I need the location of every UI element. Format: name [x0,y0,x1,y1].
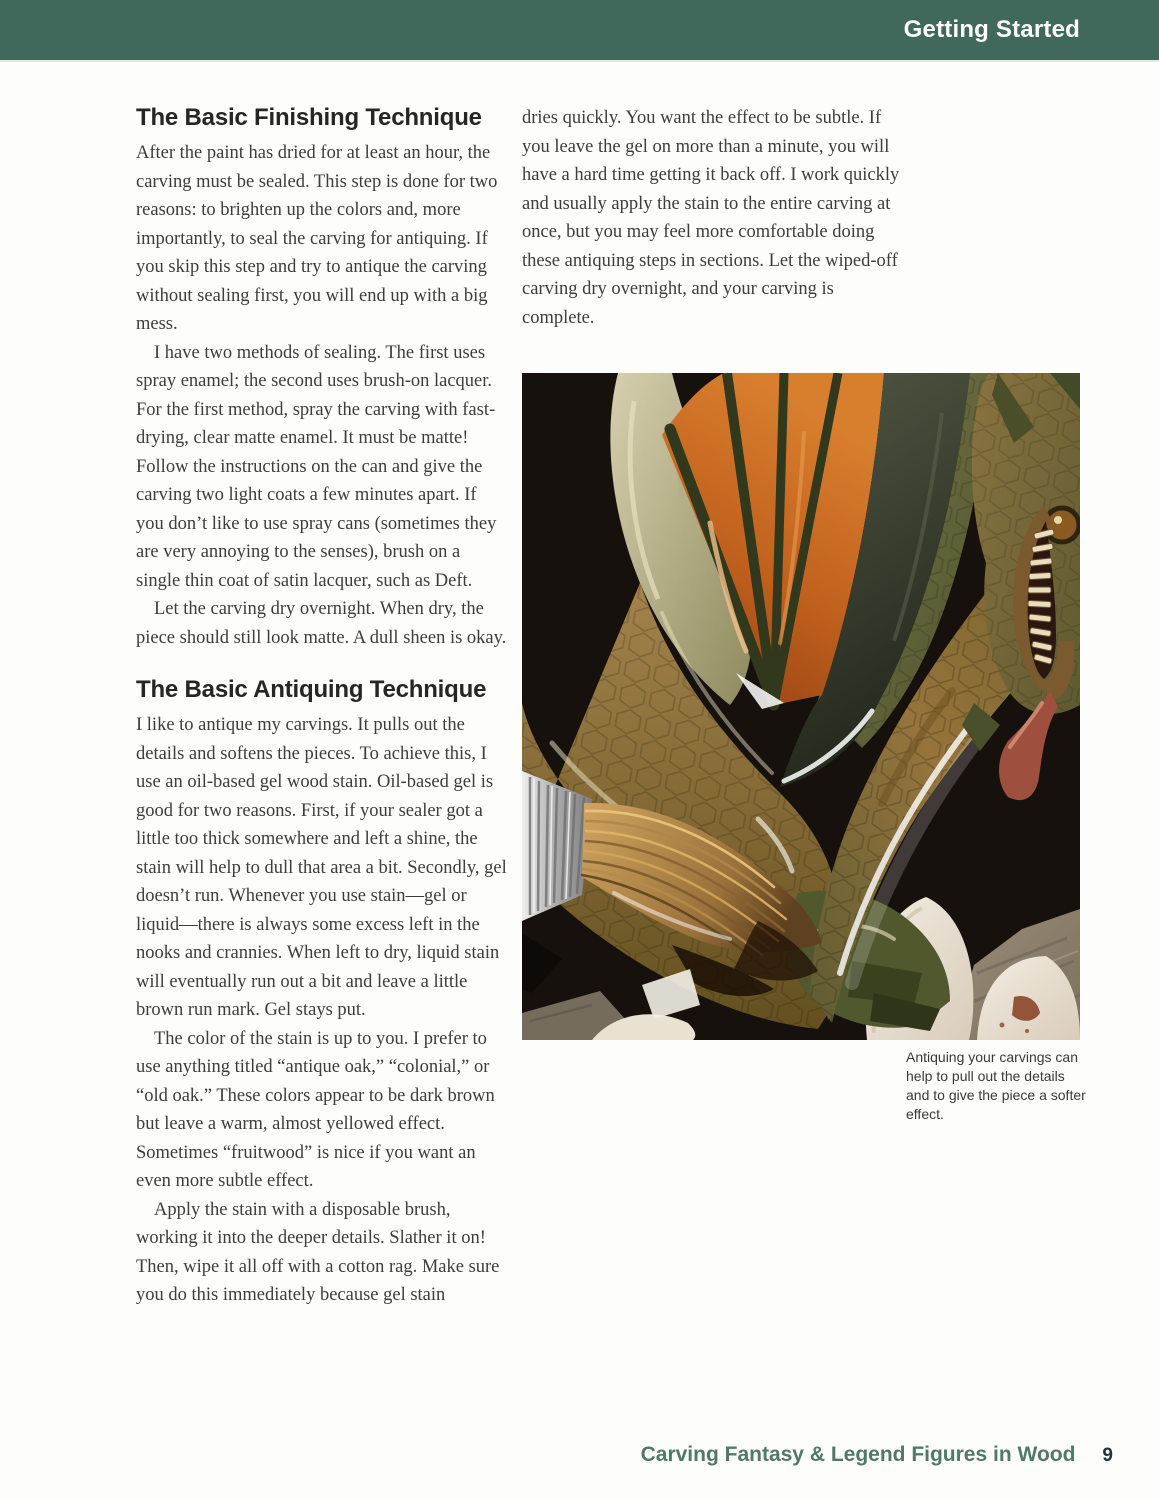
paragraph: Apply the stain with a disposable brush, working it into the deeper details. Slather it on! Then, wipe it all off with a cotton rag. Make sure you do this immediately because gel stain [136,1199,500,1305]
chapter-title: Getting Started [903,16,1080,43]
paragraph: The color of the stain is up to you. I prefer to use anything titled “antique oak,” “colonial,” or “old oak.” These colors appear to be dark brown but leave a warm, almost yellowed effect. Sometimes “fruitwood” is nice if you want an even more subtle effect. [136,1028,495,1191]
photo-caption: Antiquing your carvings can help to pull out the details and to give the piece a softer effect. [906,1049,1086,1122]
paragraph: After the paint has dried for at least an hour, the carving must be sealed. This step is done for two reasons: to brighten up the colors and, more importantly, to seal the carving for antiquing. If you skip this step and try to antique the carving without sealing first, you will end up with a big mess. [136,143,498,334]
section-finishing [136,104,508,652]
carving-photo [522,373,1080,1040]
paragraph: I like to antique my carvings. It pulls out the details and softens the pieces. To achieve this, I use an oil-based gel wood stain. Oil-based gel is good for two reasons. First, if your sealer got a little too thick somewhere and left a shine, the stain will help to dull that area a bit. Secondly, gel doesn’t run. Whenever you use stain—gel or liquid—there is always some excess left in the nooks and crannies. When left to dry, liquid stain will eventually run out a bit and leave a little brown run mark. Gel stays put. [136,715,507,1020]
left-column [136,104,508,1310]
page-footer [0,1443,1113,1467]
section-heading: The Basic Finishing Technique [136,104,482,131]
section-antiquing [136,676,508,1310]
paragraph: dries quickly. You want the effect to be subtle. If you leave the gel on more than a minute, you will have a hard time getting it back off. I work quickly and usually apply the stain to the entire carving at once, but you may feel more comfortable doing these antiquing steps in sections. Let the wiped-off carving dry overnight, and your carving is complete. [522,108,900,328]
paragraph: I have two methods of sealing. The first uses spray enamel; the second uses brush-on lacquer. For the first method, spray the carving with fast-drying, clear matte enamel. It must be matte! Follow the instructions on the can and give the carving two light coats a few minutes apart. If you don’t like to use spray cans (sometimes they are very annoying to the senses), brush on a single thin coat of satin lacquer, such as Deft. [136,342,497,591]
paragraph: Let the carving dry overnight. When dry, the piece should still look matte. A dull sheen is okay. [136,599,507,648]
section-heading: The Basic Antiquing Technique [136,676,487,703]
right-column [522,104,906,332]
footer-page-number: 9 [1102,1445,1113,1466]
chapter-header-bar [0,0,1159,62]
footer-book-title: Carving Fantasy & Legend Figures in Wood [640,1443,1076,1466]
